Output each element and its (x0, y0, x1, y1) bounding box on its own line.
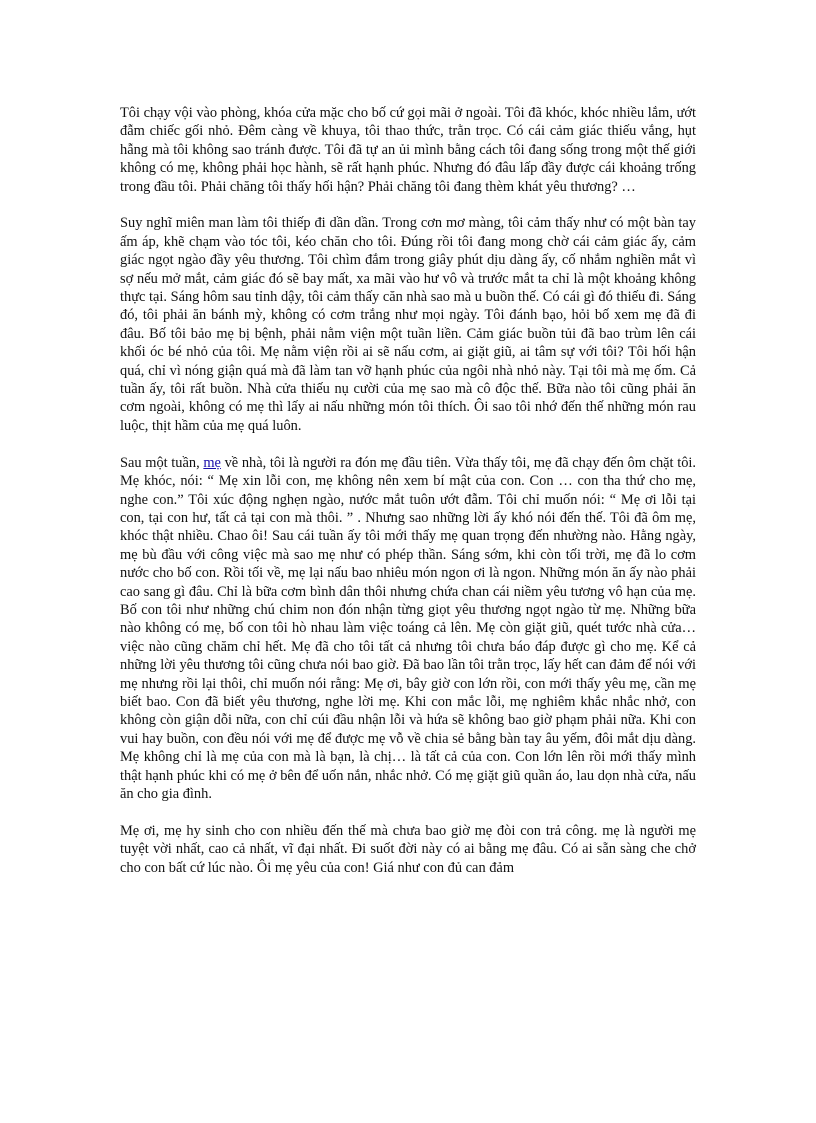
paragraph-4: Mẹ ơi, mẹ hy sinh cho con nhiều đến thế mà chưa bao giờ mẹ đòi con trả công. mẹ là người mẹ tuyệt vời nhất, cao cả nhất, vĩ đại nhất. Đi suốt đời này có ai bằng mẹ đâu. Có ai sẵn sàng che chở cho con bất cứ lúc nào. Ôi mẹ yêu của con! Giá như con đủ can đảm (120, 822, 696, 876)
paragraph-3-start: Sau một tuần, (120, 454, 204, 471)
hyperlink-me[interactable]: mẹ (203, 454, 221, 471)
document-body (120, 104, 696, 895)
paragraph-3 (120, 454, 696, 804)
paragraph-3-rest: về nhà, tôi là người ra đón mẹ đầu tiên. Vừa thấy tôi, mẹ đã chạy đến ôm chặt tôi. Mẹ khóc, nói: “ Mẹ xin lỗi con, mẹ không nên xem bí mật của con. Con … con tha thứ cho mẹ, nghe con.” Tôi xúc động nghẹn ngào, nước mắt tuôn ướt đẫm. Tôi chỉ muốn nói: “ Mẹ ơi lỗi tại con, tại con hư, tất cả tại con mà thôi. ” . Nhưng sao những lời ấy khó nói đến thế. Tôi đã ôm mẹ, khóc thật nhiều. Chao ôi! Sau cái tuần ấy tôi mới thấy mẹ quan trọng đến nhường nào. Hằng ngày, mẹ bù đầu với công việc mà sao mẹ như có phép thần. Sáng sớm, khi còn tối trời, mẹ đã lo cơm nước cho bố con. Rồi tối về, mẹ lại nấu bao nhiêu món ngon ơi là ngon. Những món ăn ấy nào phải cao sang gì đâu. Chỉ là bữa cơm bình dân thôi nhưng chứa chan cái niềm yêu tương vô hạn của mẹ. Bố con tôi như những chú chim non đón nhận từng giọt yêu thương ngọt ngào từ mẹ. Những bữa nào không có mẹ, bố con tôi hò nhau làm việc toáng cả lên. Mẹ còn giặt giũ, quét tước nhà cửa… việc nào cũng chăm chỉ hết. Mẹ đã cho tôi tất cả nhưng tôi chưa báo đáp được gì cho mẹ. Kể cả những lời yêu thương tôi cũng chưa nói bao giờ. Đã bao lần tôi trằn trọc, lấy hết can đảm để nói với mẹ nhưng rồi lại thôi, chỉ muốn nói rằng: Mẹ ơi, bây giờ con lớn rồi, con mới thấy yêu mẹ, cần mẹ biết bao. Con đã biết yêu thương, nghe lời mẹ. Khi con mắc lỗi, mẹ nghiêm khắc nhắc nhở, con không còn giận dỗi nữa, con chỉ cúi đầu nhận lỗi và hứa sẽ không bao giờ phạm phải nữa. Khi con vui hay buồn, con đều nói với mẹ để được mẹ vỗ về chia sẻ bằng bàn tay âu yếm, đôi mắt dịu dàng. Mẹ không chỉ là mẹ của con mà là bạn, là chị… là tất cả của con. Con lớn lên rồi mới thấy mình thật hạnh phúc khi có mẹ ở bên để uốn nắn, nhắc nhở. Có mẹ giặt giũ quần áo, lau dọn nhà cửa, nấu ăn cho gia đình. (120, 454, 696, 802)
paragraph-2: Suy nghĩ miên man làm tôi thiếp đi dần dần. Trong cơn mơ màng, tôi cảm thấy như có một bàn tay ấm áp, khẽ chạm vào tóc tôi, kéo chăn cho tôi. Đúng rồi tôi đang mong chờ cái cảm giác ấy, cảm giác ngọt ngào đầy yêu thương. Tôi chìm đắm trong giây phút dịu dàng ấy, cố nhắm nghiền mắt vì sợ nếu mở mắt, cảm giác đó sẽ bay mất, xa mãi vào hư vô và trước mắt ta chỉ là một khoảng không thực tại. Sáng hôm sau tỉnh dậy, tôi cảm thấy căn nhà sao mà u buồn thế. Có cái gì đó thiếu đi. Sáng đó, tôi phải ăn bánh mỳ, không có cơm trắng như mọi ngày. Tôi đánh bạo, hỏi bố xem mẹ đã đi đâu. Bố tôi bảo mẹ bị bệnh, phải nằm viện một tuần liền. Cảm giác buồn tủi đã bao trùm lên cái khối óc bé nhỏ của tôi. Mẹ nằm viện rồi ai sẽ nấu cơm, ai giặt giũ, ai tâm sự với tôi? Tôi hối hận quá, chỉ vì nóng giận quá mà đã làm tan vỡ hạnh phúc của ngôi nhà nhỏ này. Tại tôi mà mẹ ốm. Cả tuần ấy, tôi rất buồn. Nhà cửa thiếu nụ cười của mẹ sao mà cô độc thế. Bữa nào tôi cũng phải ăn cơm ngoài, không có mẹ thì lấy ai nấu những món tôi thích. Ôi sao tôi nhớ đến thế những món rau luộc, thịt hầm của mẹ quá luôn. (120, 215, 696, 434)
paragraph-1: Tôi chạy vội vào phòng, khóa cửa mặc cho bố cứ gọi mãi ở ngoài. Tôi đã khóc, khóc nhiều lắm, ướt đẫm chiếc gối nhỏ. Đêm càng về khuya, tôi thao thức, trằn trọc. Có cái cảm giác thiếu vắng, hụt hẫng mà tôi không sao tránh được. Tôi đã tự an ủi mình bằng cách tôi đang sống trong một thế giới không có mẹ, không phải học hành, sẽ rất hạnh phúc. Nhưng đó đâu lấp đầy được cái khoảng trống trong đầu tôi. Phải chăng tôi thấy hối hận? Phải chăng tôi đang thèm khát yêu thương? … (120, 105, 696, 195)
